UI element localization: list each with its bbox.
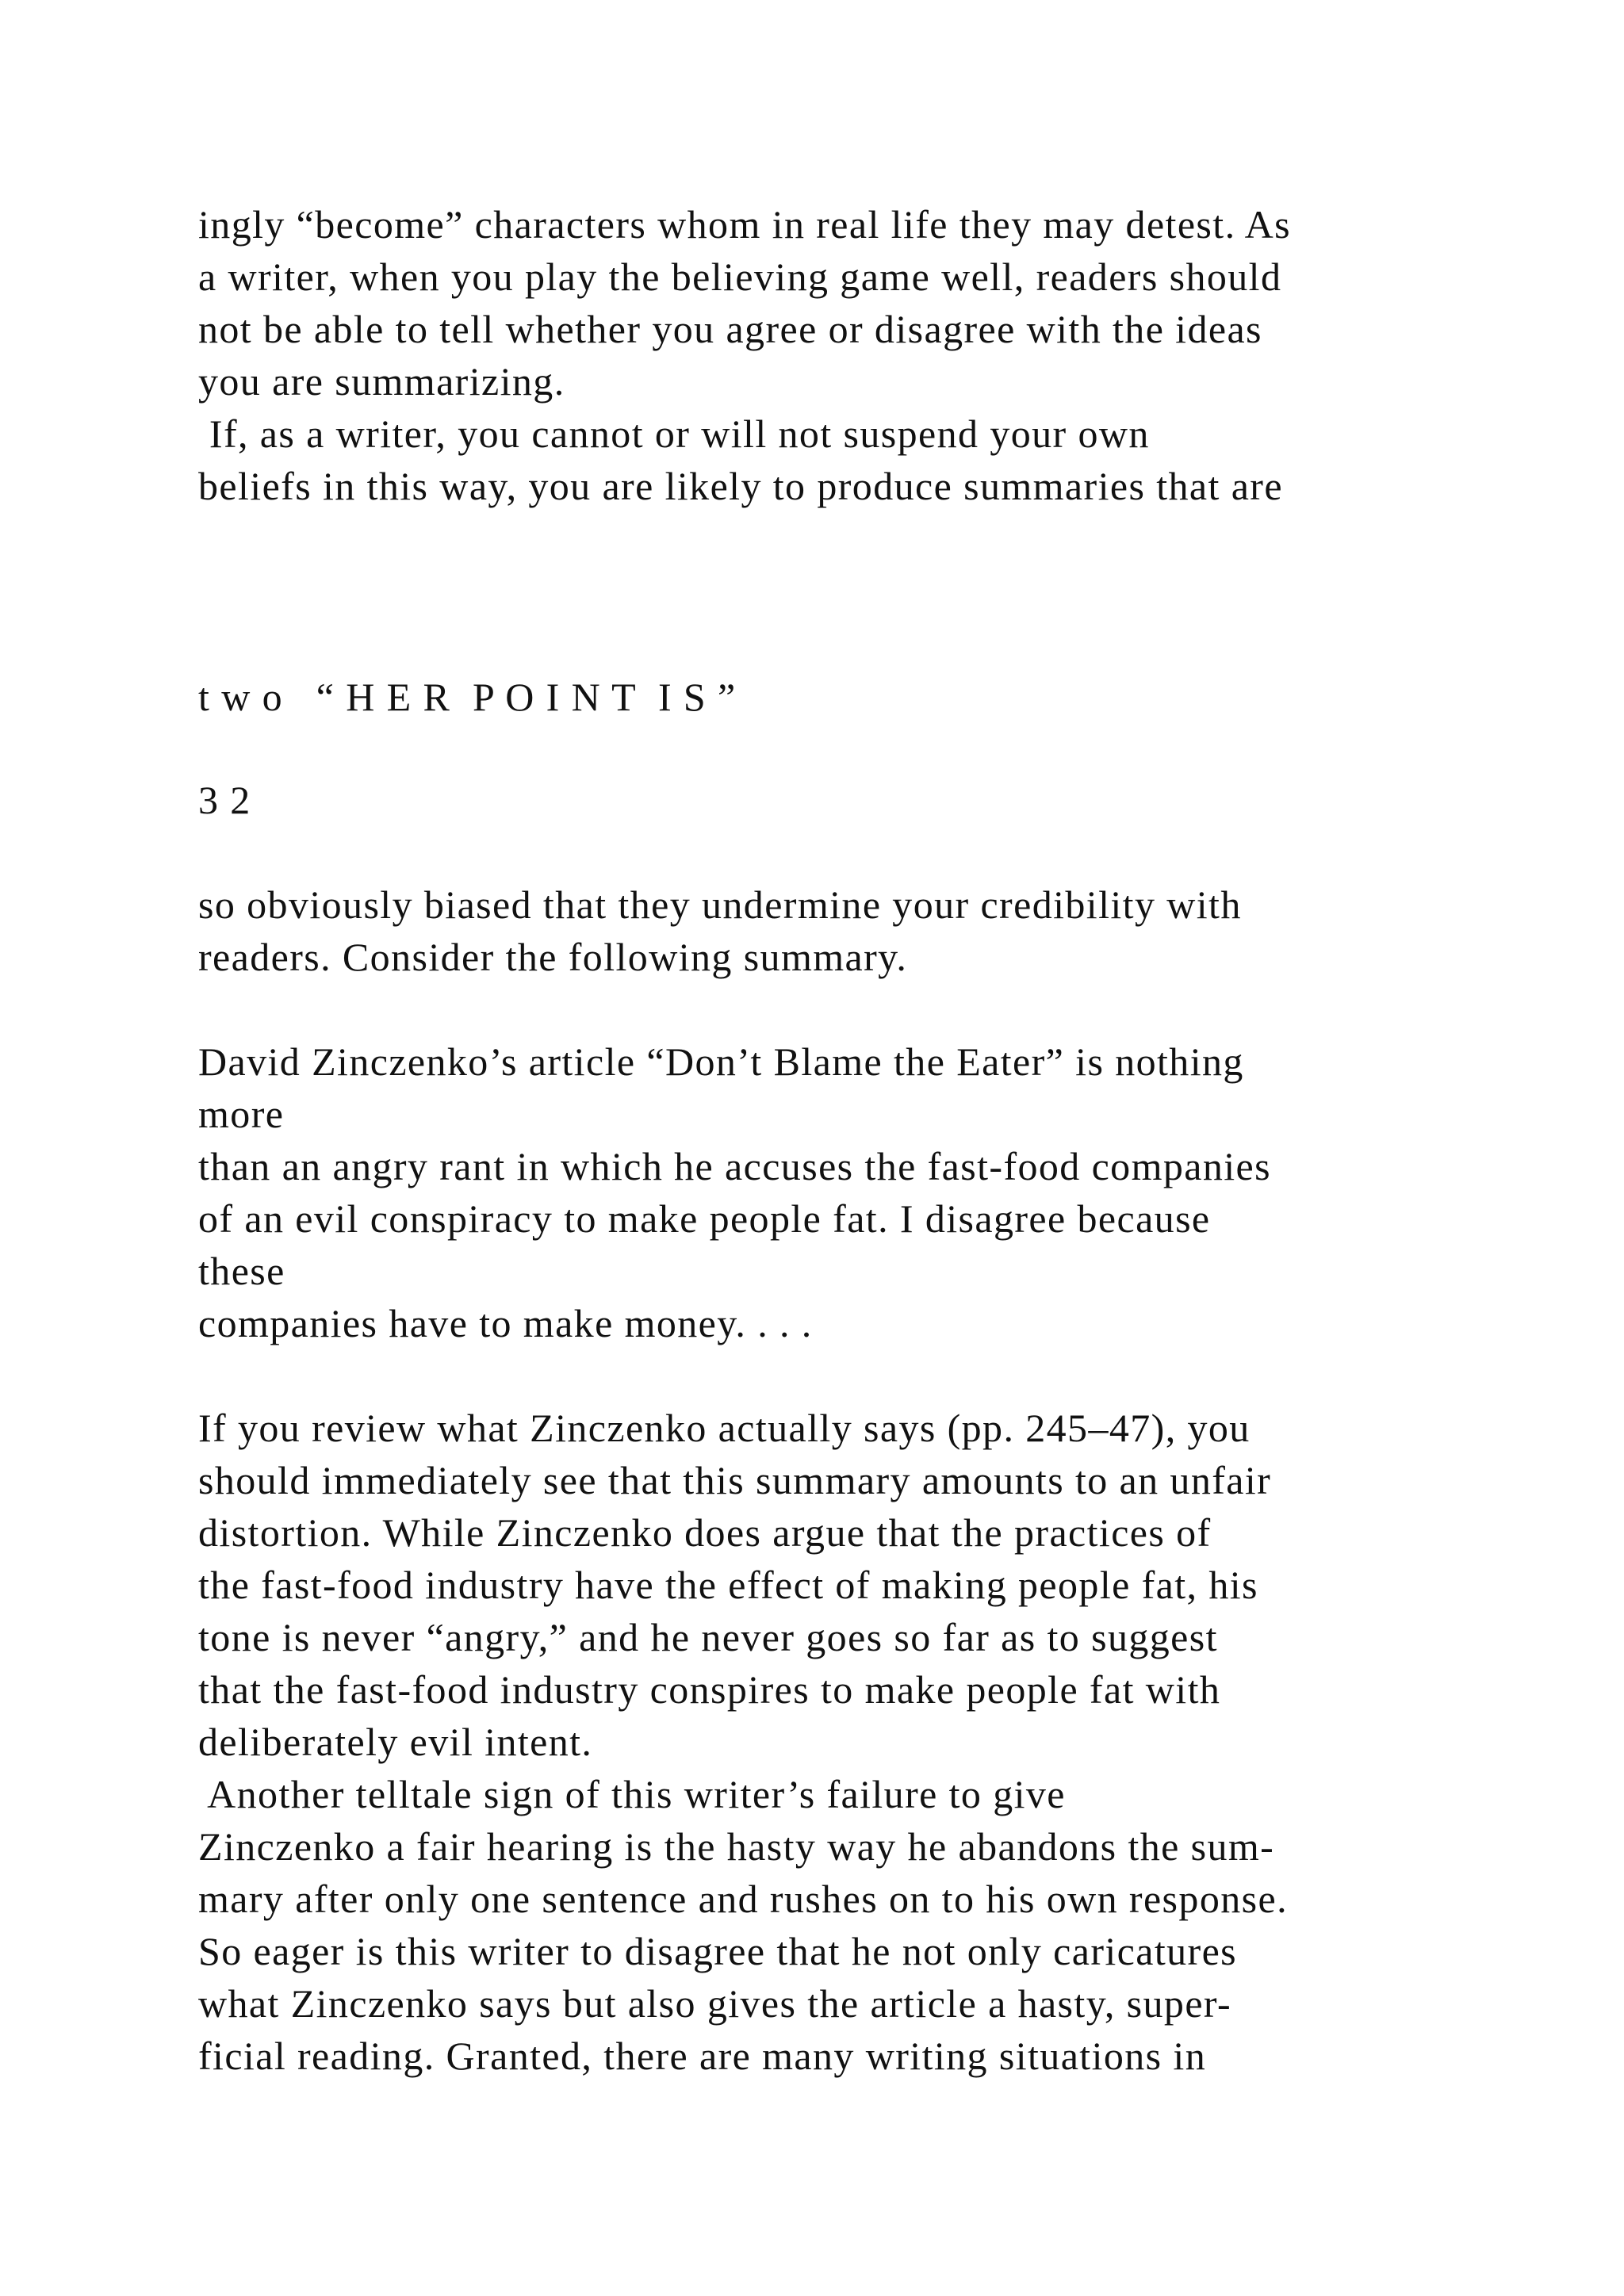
text-line: not be able to tell whether you agree or disagree with the ideas <box>198 307 1262 351</box>
text-line: should immediately see that this summary amounts to an unfair <box>198 1458 1272 1502</box>
text-line: mary after only one sentence and rushes on to his own response. <box>198 1877 1288 1921</box>
text-line: more <box>198 1092 285 1136</box>
text-line: ficial reading. Granted, there are many writing situations in <box>198 2034 1207 2078</box>
text-line: ingly “become” characters whom in real life they may detest. As <box>198 202 1291 247</box>
running-head: t w o “ H E R P O I N T I S ” <box>198 675 737 719</box>
text-line: so obviously biased that they undermine your credibility with <box>198 882 1242 927</box>
text-line: you are summarizing. <box>198 359 565 404</box>
text-line: distortion. While Zinczenko does argue that the practices of <box>198 1510 1212 1555</box>
text-line: If you review what Zinczenko actually says (pp. 245–47), you <box>198 1406 1251 1450</box>
text-line: beliefs in this way, you are likely to produce summaries that are <box>198 464 1283 508</box>
text-line: David Zinczenko’s article “Don’t Blame the Eater” is nothing <box>198 1039 1244 1084</box>
text-line: Zinczenko a fair hearing is the hasty way he abandons the sum- <box>198 1824 1275 1869</box>
text-line: companies have to make money. . . . <box>198 1301 813 1345</box>
text-line: what Zinczenko says but also gives the article a hasty, super- <box>198 1981 1232 2026</box>
text-line: deliberately evil intent. <box>198 1720 593 1764</box>
text-line: of an evil conspiracy to make people fat. I disagree because <box>198 1196 1211 1241</box>
text-line: Another telltale sign of this writer’s failure to give <box>198 1772 1066 1816</box>
text-line: readers. Consider the following summary. <box>198 935 908 979</box>
text-line: tone is never “angry,” and he never goes so far as to suggest <box>198 1615 1218 1659</box>
text-line: the fast-food industry have the effect of making people fat, his <box>198 1563 1258 1607</box>
text-line: So eager is this writer to disagree that he not only caricatures <box>198 1929 1238 1973</box>
text-line: than an angry rant in which he accuses the fast-food companies <box>198 1144 1272 1188</box>
text-line: a writer, when you play the believing game well, readers should <box>198 254 1282 299</box>
text-line: If, as a writer, you cannot or will not suspend your own <box>198 411 1150 456</box>
page-number: 3 2 <box>198 778 251 822</box>
text-line: these <box>198 1249 285 1293</box>
text-line: that the fast-food industry conspires to make people fat with <box>198 1667 1221 1712</box>
